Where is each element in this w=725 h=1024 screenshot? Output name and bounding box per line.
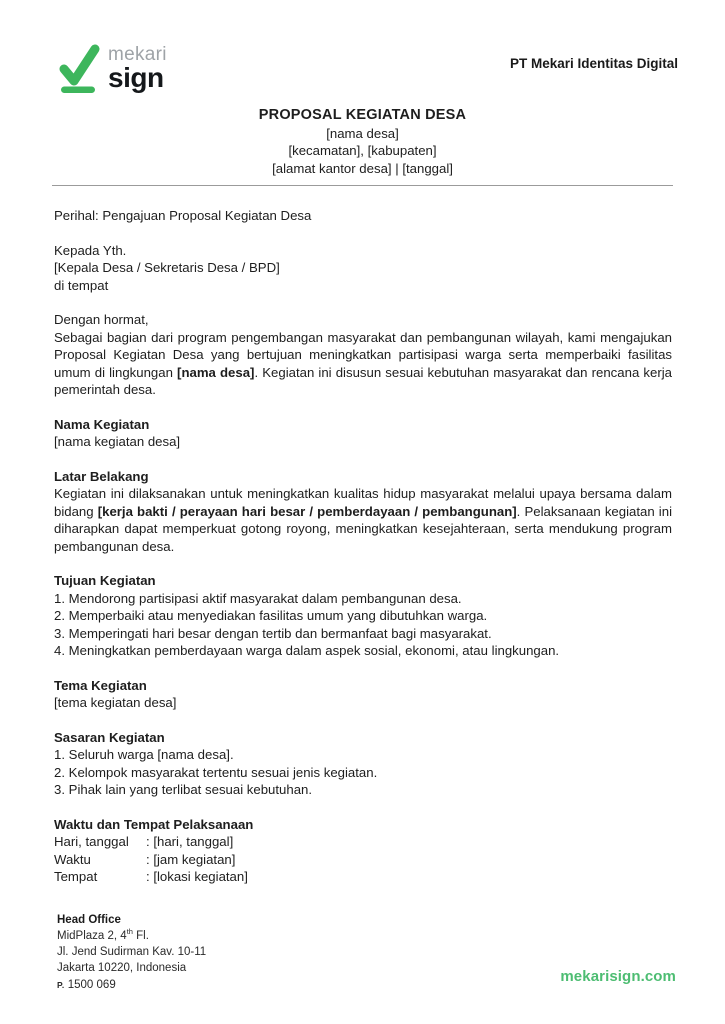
footer-address-line2: Jl. Jend Sudirman Kav. 10-11 bbox=[57, 946, 207, 959]
footer-phone-line bbox=[57, 977, 206, 993]
schedule-label: Tempat bbox=[54, 869, 98, 884]
footer-address-line3: Jakarta 10220, Indonesia bbox=[57, 962, 187, 975]
schedule-value: : [lokasi kegiatan] bbox=[146, 869, 248, 884]
opening-part2: . Kegiatan ini disusun sesuai kebutuhan masyarakat dan rencana kerja pemerintah desa. bbox=[54, 364, 672, 397]
section-latar-belakang bbox=[54, 468, 672, 556]
logo-wordmark bbox=[108, 43, 167, 91]
address1-superscript: th bbox=[126, 926, 133, 936]
section-waktu-tempat bbox=[54, 816, 672, 886]
header bbox=[0, 0, 725, 93]
list-item: 2. Kelompok masyarakat tertentu sesuai jenis kegiatan. bbox=[54, 764, 378, 780]
title-block bbox=[0, 107, 725, 177]
section-tujuan-kegiatan bbox=[54, 572, 672, 660]
title-alamat-tanggal: [alamat kantor desa] | [tanggal] bbox=[272, 160, 453, 176]
company-name: PT Mekari Identitas Digital bbox=[509, 56, 678, 71]
website-link: mekarisign.com bbox=[560, 968, 676, 985]
latar-placeholder-bold: [kerja bakti / perayaan hari besar / pemberdayaan / pembangunan] bbox=[97, 503, 517, 519]
section-body bbox=[54, 485, 672, 555]
section-nama-kegiatan bbox=[54, 416, 672, 451]
document-body bbox=[0, 207, 725, 886]
section-body: [tema kegiatan desa] bbox=[54, 695, 177, 710]
address1-post: Fl. bbox=[132, 929, 149, 942]
opening-part1: Sebagai bagian dari program pengembangan masyarakat dan pembangunan wilayah, kami mengajukan Proposal Kegiatan Desa yang bertujuan meningkatkan partisipasi warga serta memperbaiki fasilitas umum di lingkungan bbox=[54, 329, 672, 380]
document-title: PROPOSAL KEGIATAN DESA bbox=[258, 107, 467, 123]
list-item: 3. Memperingati hari besar dengan tertib dan bermanfaat bagi masyarakat. bbox=[54, 625, 492, 641]
header-divider bbox=[52, 185, 673, 186]
phone-label: P. bbox=[57, 979, 65, 990]
address1-pre: MidPlaza 2, 4 bbox=[57, 929, 127, 942]
section-body: [nama kegiatan desa] bbox=[54, 434, 181, 449]
section-heading: Tema Kegiatan bbox=[54, 677, 147, 693]
subject-line: Perihal: Pengajuan Proposal Kegiatan Desa bbox=[54, 208, 312, 223]
section-heading: Tujuan Kegiatan bbox=[54, 573, 156, 588]
opening-paragraph bbox=[54, 311, 672, 399]
section-sasaran-kegiatan bbox=[54, 729, 672, 799]
section-heading: Waktu dan Tempat Pelaksanaan bbox=[54, 816, 254, 832]
section-heading: Nama Kegiatan bbox=[54, 416, 150, 432]
schedule-label: Waktu bbox=[54, 851, 91, 867]
title-kecamatan-kabupaten: [kecamatan], [kabupaten] bbox=[288, 143, 437, 158]
logo-text-mekari: mekari bbox=[108, 44, 167, 65]
logo-text-sign: sign bbox=[108, 62, 164, 93]
phone-number: 1500 069 bbox=[67, 978, 116, 991]
footer-office-title: Head Office bbox=[57, 913, 121, 926]
recipient-line: [Kepala Desa / Sekretaris Desa / BPD] bbox=[54, 260, 280, 275]
check-icon bbox=[57, 43, 101, 93]
schedule-value: : [jam kegiatan] bbox=[146, 851, 236, 867]
latar-part1: Kegiatan ini dilaksanakan untuk meningkatkan kualitas hidup masyarakat melalui upaya bersama dalam bidang bbox=[54, 486, 672, 519]
list-item: 4. Meningkatkan pemberdayaan warga dalam aspek sosial, ekonomi, atau lingkungan. bbox=[54, 643, 560, 658]
section-tema-kegiatan bbox=[54, 677, 672, 712]
schedule-label: Hari, tanggal bbox=[54, 834, 129, 849]
opening-placeholder-bold: [nama desa] bbox=[177, 364, 255, 380]
list-item: 3. Pihak lain yang terlibat sesuai kebutuhan. bbox=[54, 782, 313, 797]
schedule-value: : [hari, tanggal] bbox=[146, 834, 234, 849]
section-heading: Latar Belakang bbox=[54, 468, 149, 484]
opening-text bbox=[54, 329, 672, 399]
latar-part2: . Pelaksanaan kegiatan ini diharapkan dapat memperkuat gotong royong, meningkatkan kesejahteraan, serta mendukung program pembangunan desa. bbox=[54, 503, 673, 554]
recipient-line: di tempat bbox=[54, 277, 109, 293]
schedule-row bbox=[54, 868, 672, 886]
mekari-sign-logo bbox=[57, 43, 167, 93]
recipient-block bbox=[54, 242, 672, 295]
footer-address-line1 bbox=[57, 928, 206, 944]
recipient-line: Kepada Yth. bbox=[54, 242, 127, 258]
list-item: 1. Seluruh warga [nama desa]. bbox=[54, 747, 234, 762]
section-heading: Sasaran Kegiatan bbox=[54, 729, 165, 745]
schedule-row bbox=[54, 851, 672, 869]
schedule-row bbox=[54, 833, 672, 851]
title-nama-desa: [nama desa] bbox=[326, 125, 399, 141]
list-item: 1. Mendorong partisipasi aktif masyarakat dalam pembangunan desa. bbox=[54, 590, 462, 606]
list-item: 2. Memperbaiki atau menyediakan fasilitas umum yang dibutuhkan warga. bbox=[54, 608, 488, 623]
salutation: Dengan hormat, bbox=[54, 312, 149, 327]
footer-address-block bbox=[57, 912, 206, 993]
